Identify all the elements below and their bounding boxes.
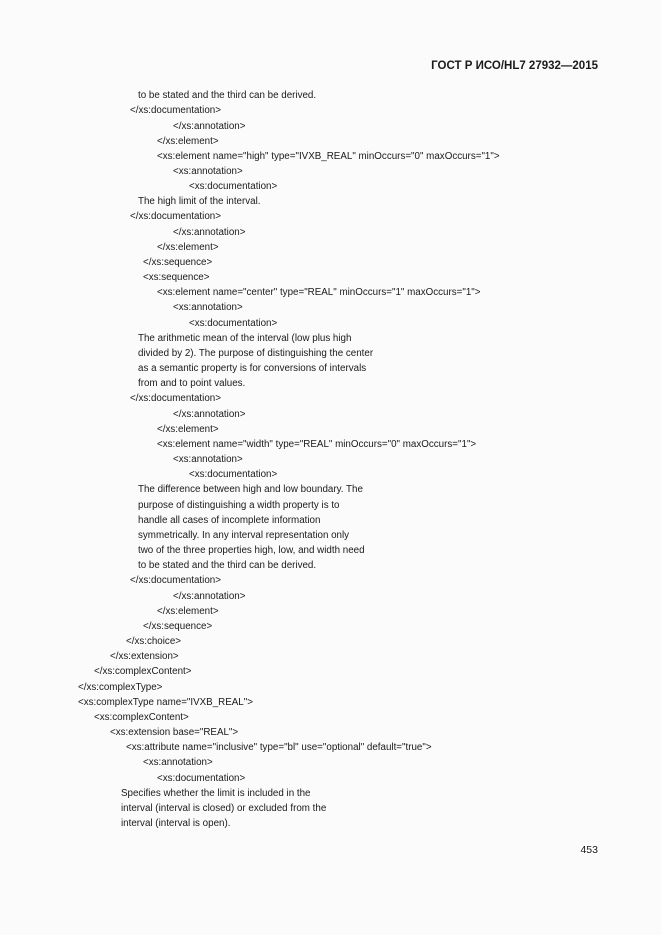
standard-header: ГОСТ Р ИСО/HL7 27932—2015 xyxy=(431,60,598,72)
listing-line: <xs:sequence> xyxy=(143,272,210,283)
listing-line: <xs:extension base="REAL"> xyxy=(110,727,239,738)
listing-line: Specifies whether the limit is included in the xyxy=(121,788,311,799)
listing-line: <xs:annotation> xyxy=(173,166,243,177)
listing-line: The arithmetic mean of the interval (low plus high xyxy=(138,333,352,344)
listing-line: handle all cases of incomplete information xyxy=(138,515,321,526)
listing-line: <xs:annotation> xyxy=(173,454,243,465)
listing-line: </xs:annotation> xyxy=(173,591,246,602)
listing-line: from and to point values. xyxy=(138,378,246,389)
listing-line: divided by 2). The purpose of distinguishing the center xyxy=(138,348,374,359)
listing-line: The high limit of the interval. xyxy=(138,196,261,207)
listing-line: </xs:element> xyxy=(157,424,219,435)
listing-line: <xs:element name="width" type="REAL" minOccurs="0" maxOccurs="1"> xyxy=(157,439,477,450)
listing-line: <xs:documentation> xyxy=(189,469,278,480)
listing-line: </xs:documentation> xyxy=(130,393,221,404)
listing-line: to be stated and the third can be derived. xyxy=(138,560,317,571)
listing-line: two of the three properties high, low, and width need xyxy=(138,545,365,556)
listing-line: <xs:attribute name="inclusive" type="bl" use="optional" default="true"> xyxy=(126,742,432,753)
listing-line: </xs:documentation> xyxy=(130,575,221,586)
listing-line: as a semantic property is for conversions of intervals xyxy=(138,363,367,374)
listing-line: </xs:annotation> xyxy=(173,227,246,238)
listing-line: </xs:annotation> xyxy=(173,121,246,132)
listing-line: </xs:element> xyxy=(157,136,219,147)
page-number: 453 xyxy=(580,844,598,856)
listing-line: symmetrically. In any interval representation only xyxy=(138,530,350,541)
listing-line: </xs:choice> xyxy=(126,636,182,647)
listing-line: interval (interval is open). xyxy=(121,818,231,829)
listing-line: </xs:annotation> xyxy=(173,409,246,420)
listing-line: </xs:documentation> xyxy=(130,105,221,116)
listing-line: </xs:documentation> xyxy=(130,211,221,222)
listing-line: </xs:extension> xyxy=(110,651,179,662)
listing-line: </xs:sequence> xyxy=(143,621,213,632)
listing-line: <xs:element name="high" type="IVXB_REAL" minOccurs="0" maxOccurs="1"> xyxy=(157,151,500,162)
listing-line: <xs:documentation> xyxy=(189,181,278,192)
listing-line: purpose of distinguishing a width property is to xyxy=(138,500,340,511)
listing-line: <xs:documentation> xyxy=(189,318,278,329)
listing-line: <xs:complexContent> xyxy=(94,712,189,723)
listing-line: <xs:documentation> xyxy=(157,773,246,784)
listing-line: <xs:complexType name="IVXB_REAL"> xyxy=(78,697,253,708)
listing-line: </xs:element> xyxy=(157,242,219,253)
listing-line: </xs:complexContent> xyxy=(94,666,192,677)
listing-line: <xs:annotation> xyxy=(143,757,213,768)
listing-line: <xs:element name="center" type="REAL" minOccurs="1" maxOccurs="1"> xyxy=(157,287,481,298)
listing-line: interval (interval is closed) or excluded from the xyxy=(121,803,327,814)
listing-line: </xs:sequence> xyxy=(143,257,213,268)
listing-line: to be stated and the third can be derived. xyxy=(138,90,317,101)
listing-line: </xs:complexType> xyxy=(78,682,163,693)
listing-line: </xs:element> xyxy=(157,606,219,617)
listing-line: The difference between high and low boundary. The xyxy=(138,484,363,495)
listing-line: <xs:annotation> xyxy=(173,302,243,313)
